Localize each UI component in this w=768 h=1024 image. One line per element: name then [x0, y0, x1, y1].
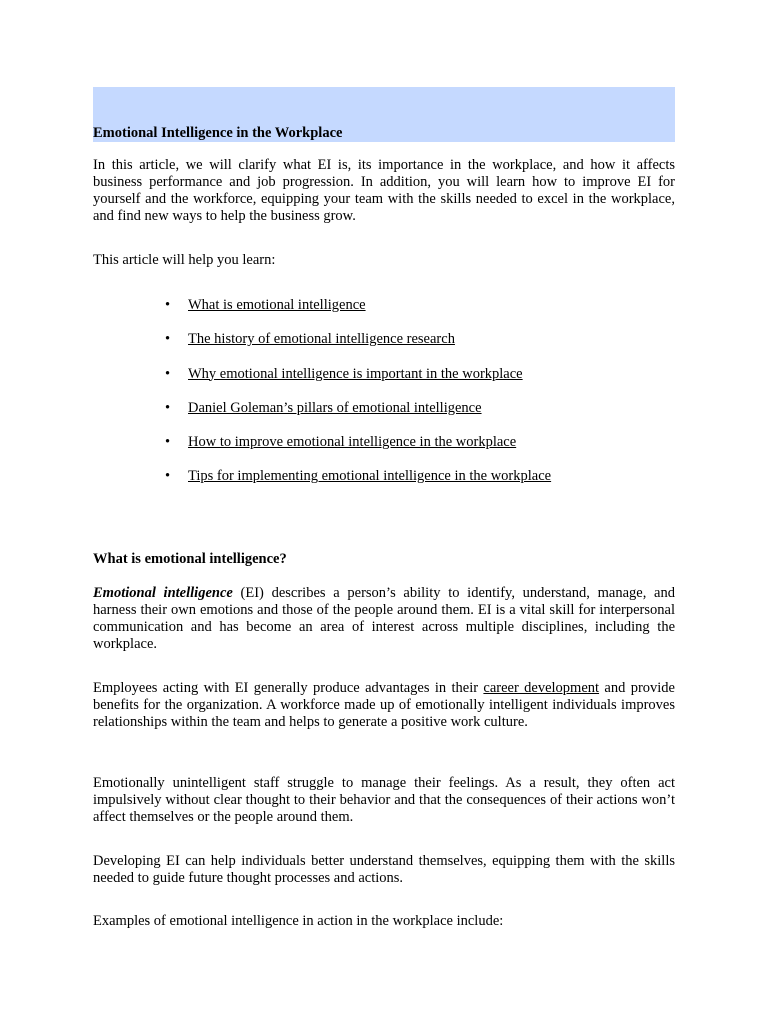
toc-item: [93, 297, 675, 331]
developing-paragraph: Developing EI can help individuals better understand themselves, equipping them with the skills needed to guide future thought processes and actions.: [93, 853, 675, 886]
toc-link-why-important[interactable]: Why emotional intelligence is important in the workplace: [188, 365, 523, 382]
article-title: Emotional Intelligence in the Workplace: [93, 125, 343, 141]
unintelligent-paragraph: Emotionally unintelligent staff struggle to manage their feelings. As a result, they often act impulsively without clear thought to their behavior and that the consequences of their actions won’t affect themselves or the people around them.: [93, 775, 675, 825]
toc-item: [93, 366, 675, 400]
toc-item: [93, 468, 675, 502]
table-of-contents: [93, 297, 675, 503]
defined-term: Emotional intelligence: [93, 585, 233, 601]
career-development-link[interactable]: career development: [483, 680, 600, 696]
toc-link-goleman-pillars[interactable]: Daniel Goleman’s pillars of emotional intelligence: [188, 399, 482, 416]
definition-text: (EI) describes a person’s ability to identify, understand, manage, and harness their own emotions and those of the people around them. EI is a vital skill for interpersonal communication and has become an area of interest across multiple disciplines, including the workplace.: [93, 585, 675, 652]
title-band: [93, 87, 675, 142]
learn-lead: This article will help you learn:: [93, 252, 276, 268]
bullet-icon: •: [165, 434, 171, 451]
toc-item: [93, 331, 675, 365]
bullet-icon: •: [165, 297, 171, 313]
examples-lead: Examples of emotional intelligence in action in the workplace include:: [93, 913, 504, 929]
toc-link-what-is-ei[interactable]: What is emotional intelligence: [188, 297, 366, 313]
bullet-icon: •: [165, 399, 171, 416]
bullet-icon: •: [165, 468, 171, 485]
definition-paragraph: [93, 585, 675, 653]
toc-item: [93, 434, 675, 468]
bullet-icon: •: [165, 365, 171, 382]
toc-link-tips[interactable]: Tips for implementing emotional intelligence in the workplace: [188, 468, 552, 485]
toc-item: [93, 400, 675, 434]
toc-link-how-to-improve[interactable]: How to improve emotional intelligence in the workplace: [188, 434, 517, 451]
intro-paragraph: In this article, we will clarify what EI is, its importance in the workplace, and how it affects business performance and job progression. In addition, you will learn how to improve EI for yourself and the workforce, equipping your team with the skills needed to excel in the workplace, and find new ways to help the business grow.: [93, 157, 675, 224]
toc-link-history[interactable]: The history of emotional intelligence research: [188, 331, 455, 348]
section-heading: What is emotional intelligence?: [93, 551, 287, 567]
employees-paragraph: [93, 680, 675, 731]
employees-text-before: Employees acting with EI generally produce advantages in their: [93, 680, 484, 696]
bullet-icon: •: [165, 331, 171, 348]
employees-text-after: and provide benefits for the organization. A workforce made up of emotionally intelligent individuals improves relationships within the team and helps to generate a positive work culture.: [93, 680, 675, 730]
